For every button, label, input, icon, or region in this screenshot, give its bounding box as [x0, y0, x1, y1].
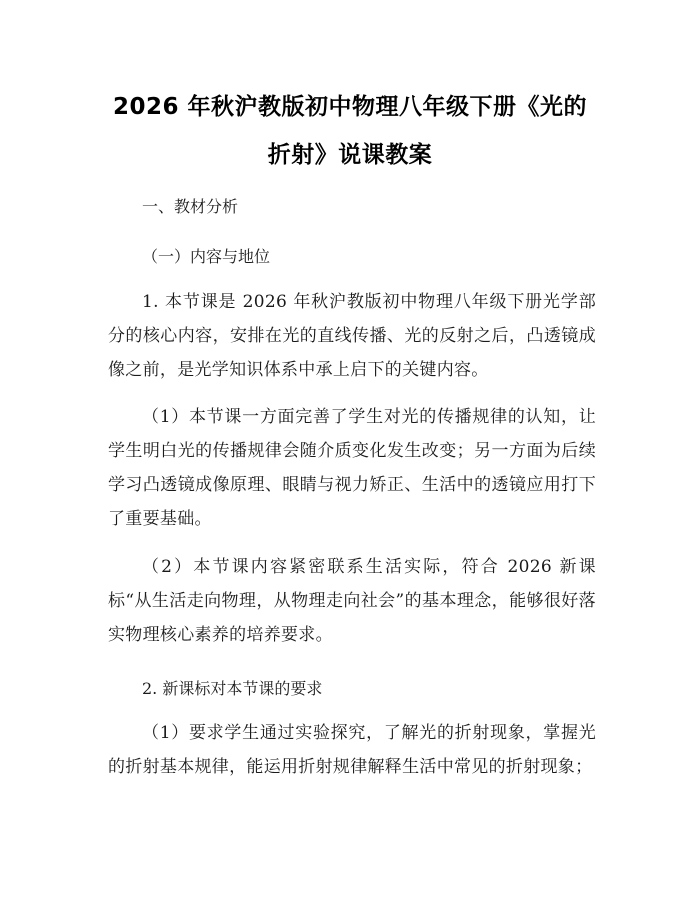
document-title-line-1: 2026 年秋沪教版初中物理八年级下册《光的	[112, 94, 588, 120]
subsection-heading-content-and-position: （一）内容与地位	[142, 247, 271, 266]
item-heading-curriculum-requirements: 2. 新课标对本节课的要求	[142, 679, 323, 698]
section-heading-textbook-analysis: 一、教材分析	[142, 197, 239, 216]
paragraph-1: 1. 本节课是 2026 年秋沪教版初中物理八年级下册光学部分的核心内容，安排在光的直线传播、光的反射之后，凸透镜成像之前，是光学知识体系中承上启下的关键内容。	[108, 292, 596, 380]
paragraph-4: （1）要求学生通过实验探究，了解光的折射现象，掌握光的折射基本规律，能运用折射规律解释生活中常见的折射现象；	[108, 723, 596, 777]
document-title-line-2: 折射》说课教案	[267, 142, 433, 168]
paragraph-2: （1）本节课一方面完善了学生对光的传播规律的认知，让学生明白光的传播规律会随介质变化发生改变；另一方面为后续学习凸透镜成像原理、眼睛与视力矫正、生活中的透镜应用打下了重要基础。	[108, 407, 596, 529]
paragraph-3: （2）本节课内容紧密联系生活实际，符合 2026 新课标“从生活走向物理，从物理走向社会”的基本理念，能够很好落实物理核心素养的培养要求。	[108, 557, 596, 645]
